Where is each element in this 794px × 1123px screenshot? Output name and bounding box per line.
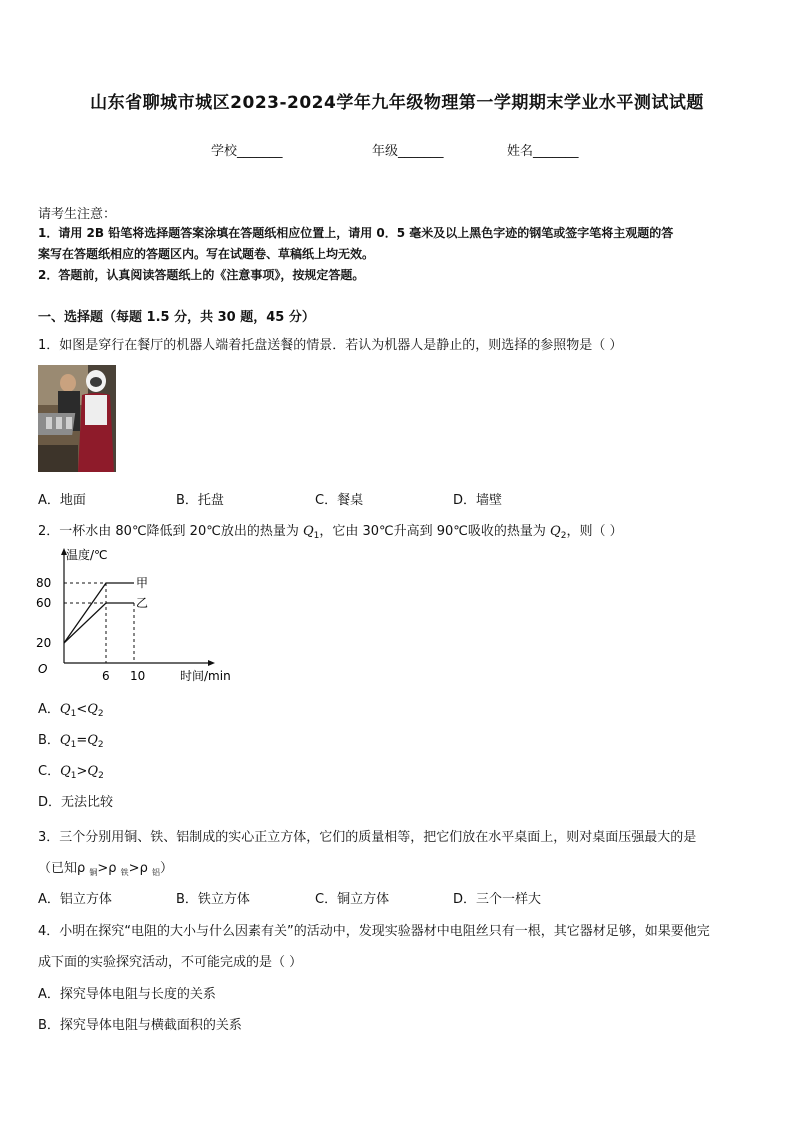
q2-option-a xyxy=(38,698,104,719)
q2-option-c-label: C． xyxy=(38,764,61,779)
q2-option-a-q2: Q xyxy=(87,702,98,717)
q2-option-a-q1: Q xyxy=(59,702,71,717)
robot-waiter-photo xyxy=(38,365,116,472)
q3-option-c: C．铜立方体 xyxy=(315,892,390,907)
q2-option-c-q2-sub: 2 xyxy=(98,771,104,781)
q2-stem-part2: ，它由 30℃升高到 90℃吸收的热量为 xyxy=(319,524,551,539)
q4-option-b: B．探究导体电阻与横截面积的关系 xyxy=(38,1018,242,1033)
school-field: 学校_______ xyxy=(211,144,283,159)
q2-stem-part3: ，则（ ） xyxy=(566,524,623,539)
y-tick-label: 60 xyxy=(36,596,52,610)
q2-option-c-q1-sub: 1 xyxy=(70,771,77,781)
q3-option-b: B．铁立方体 xyxy=(176,892,250,907)
section-heading: 一、选择题（每题 1.5 分，共 30 题，45 分） xyxy=(38,310,315,325)
q2-option-a-label: A． xyxy=(38,702,60,717)
name-field: 姓名_______ xyxy=(507,144,579,159)
q2-stem xyxy=(38,520,623,541)
q2-option-b xyxy=(38,729,104,750)
q2-option-b-rel: = xyxy=(76,733,88,748)
notice-item1-line2: 案写在答题纸相应的答题区内。写在试题卷、草稿纸上均无效。 xyxy=(38,247,375,261)
q3-rho-iron: 铁 xyxy=(120,868,129,877)
q4-stem-line1: 4．小明在探究“电阻的大小与什么因素有关”的活动中，发现实验器材中电阻丝只有一根，其它器材足够，如果要他完 xyxy=(38,924,710,939)
x-axis-label: 时间/min xyxy=(180,669,231,683)
q2-option-a-q2-sub: 2 xyxy=(97,709,104,719)
y-tick-label: 20 xyxy=(36,636,52,650)
q2-option-b-q2: Q xyxy=(87,733,98,748)
grade-field: 年级_______ xyxy=(372,144,444,159)
q3-option-d: D．三个一样大 xyxy=(453,892,542,907)
series-line-yi xyxy=(64,603,134,643)
q1-option-c: C．餐桌 xyxy=(315,493,364,508)
q2-stem-part1: 2．一杯水由 80℃降低到 20℃放出的热量为 xyxy=(38,524,303,539)
q2-q1-symbol: Q xyxy=(302,524,314,539)
x-tick-label: 6 xyxy=(102,669,110,683)
q3-stem: 3．三个分别用铜、铁、铝制成的实心正立方体，它们的质量相等，把它们放在水平桌面上，则对桌面压强最大的是 xyxy=(38,830,697,845)
q2-q2-sub: 2 xyxy=(560,531,567,541)
q2-option-c-rel: > xyxy=(76,764,88,779)
series-line-jia xyxy=(64,583,134,643)
q2-q2-symbol: Q xyxy=(550,524,561,539)
q2-option-b-label: B． xyxy=(38,733,60,748)
y-tick-label: 80 xyxy=(36,576,52,590)
q3-cond-mid2: >ρ xyxy=(128,861,152,876)
q2-option-c xyxy=(38,760,104,781)
series-label: 乙 xyxy=(136,596,149,610)
notice-item1-line1: 1．请用 2B 铅笔将选择题答案涂填在答题纸相应位置上，请用 0．5 毫米及以上黑色字迹的钢笔或签字笔将主观题的答 xyxy=(38,226,674,240)
q2-option-a-q1-sub: 1 xyxy=(70,709,77,719)
q2-option-c-q2: Q xyxy=(87,764,99,779)
notice-item2: 2．答题前，认真阅读答题纸上的《注意事项》，按规定答题。 xyxy=(38,268,365,282)
q3-option-a: A．铝立方体 xyxy=(38,892,112,907)
q2-option-b-q1-sub: 1 xyxy=(70,740,77,750)
temperature-time-chart xyxy=(30,543,250,685)
q2-q1-sub: 1 xyxy=(313,531,320,541)
q2-option-d: D．无法比较 xyxy=(38,795,114,810)
q3-rho-al: 铝 xyxy=(151,868,160,877)
y-axis-label: 温度/℃ xyxy=(66,548,108,562)
x-axis-arrow xyxy=(208,660,215,666)
q1-stem: 1．如图是穿行在餐厅的机器人端着托盘送餐的情景．若认为机器人是静止的，则选择的参照物是（ ） xyxy=(38,338,623,353)
q3-condition xyxy=(38,857,173,878)
series-label: 甲 xyxy=(136,576,149,590)
q2-option-b-q1: Q xyxy=(59,733,71,748)
notice-heading: 请考生注意： xyxy=(38,207,117,222)
q1-option-d: D．墙壁 xyxy=(453,493,503,508)
page-title: 山东省聊城市城区2023-2024学年九年级物理第一学期期末学业水平测试试题 xyxy=(90,93,704,113)
q4-stem-line2: 成下面的实验探究活动，不可能完成的是（ ） xyxy=(38,955,303,970)
q1-option-a: A．地面 xyxy=(38,493,86,508)
q2-option-c-q1: Q xyxy=(60,764,71,779)
q3-cond-mid1: >ρ xyxy=(97,861,121,876)
origin-label: O xyxy=(38,662,48,676)
x-tick-label: 10 xyxy=(130,669,146,683)
q3-cond-suffix: ） xyxy=(159,861,173,876)
q1-option-b: B．托盘 xyxy=(176,493,224,508)
q3-rho-copper: 铜 xyxy=(89,868,98,877)
q2-option-b-q2-sub: 2 xyxy=(97,740,104,750)
q4-option-a: A．探究导体电阻与长度的关系 xyxy=(38,987,216,1002)
q2-option-a-rel: < xyxy=(76,702,88,717)
q3-cond-prefix: （已知ρ xyxy=(38,861,90,876)
